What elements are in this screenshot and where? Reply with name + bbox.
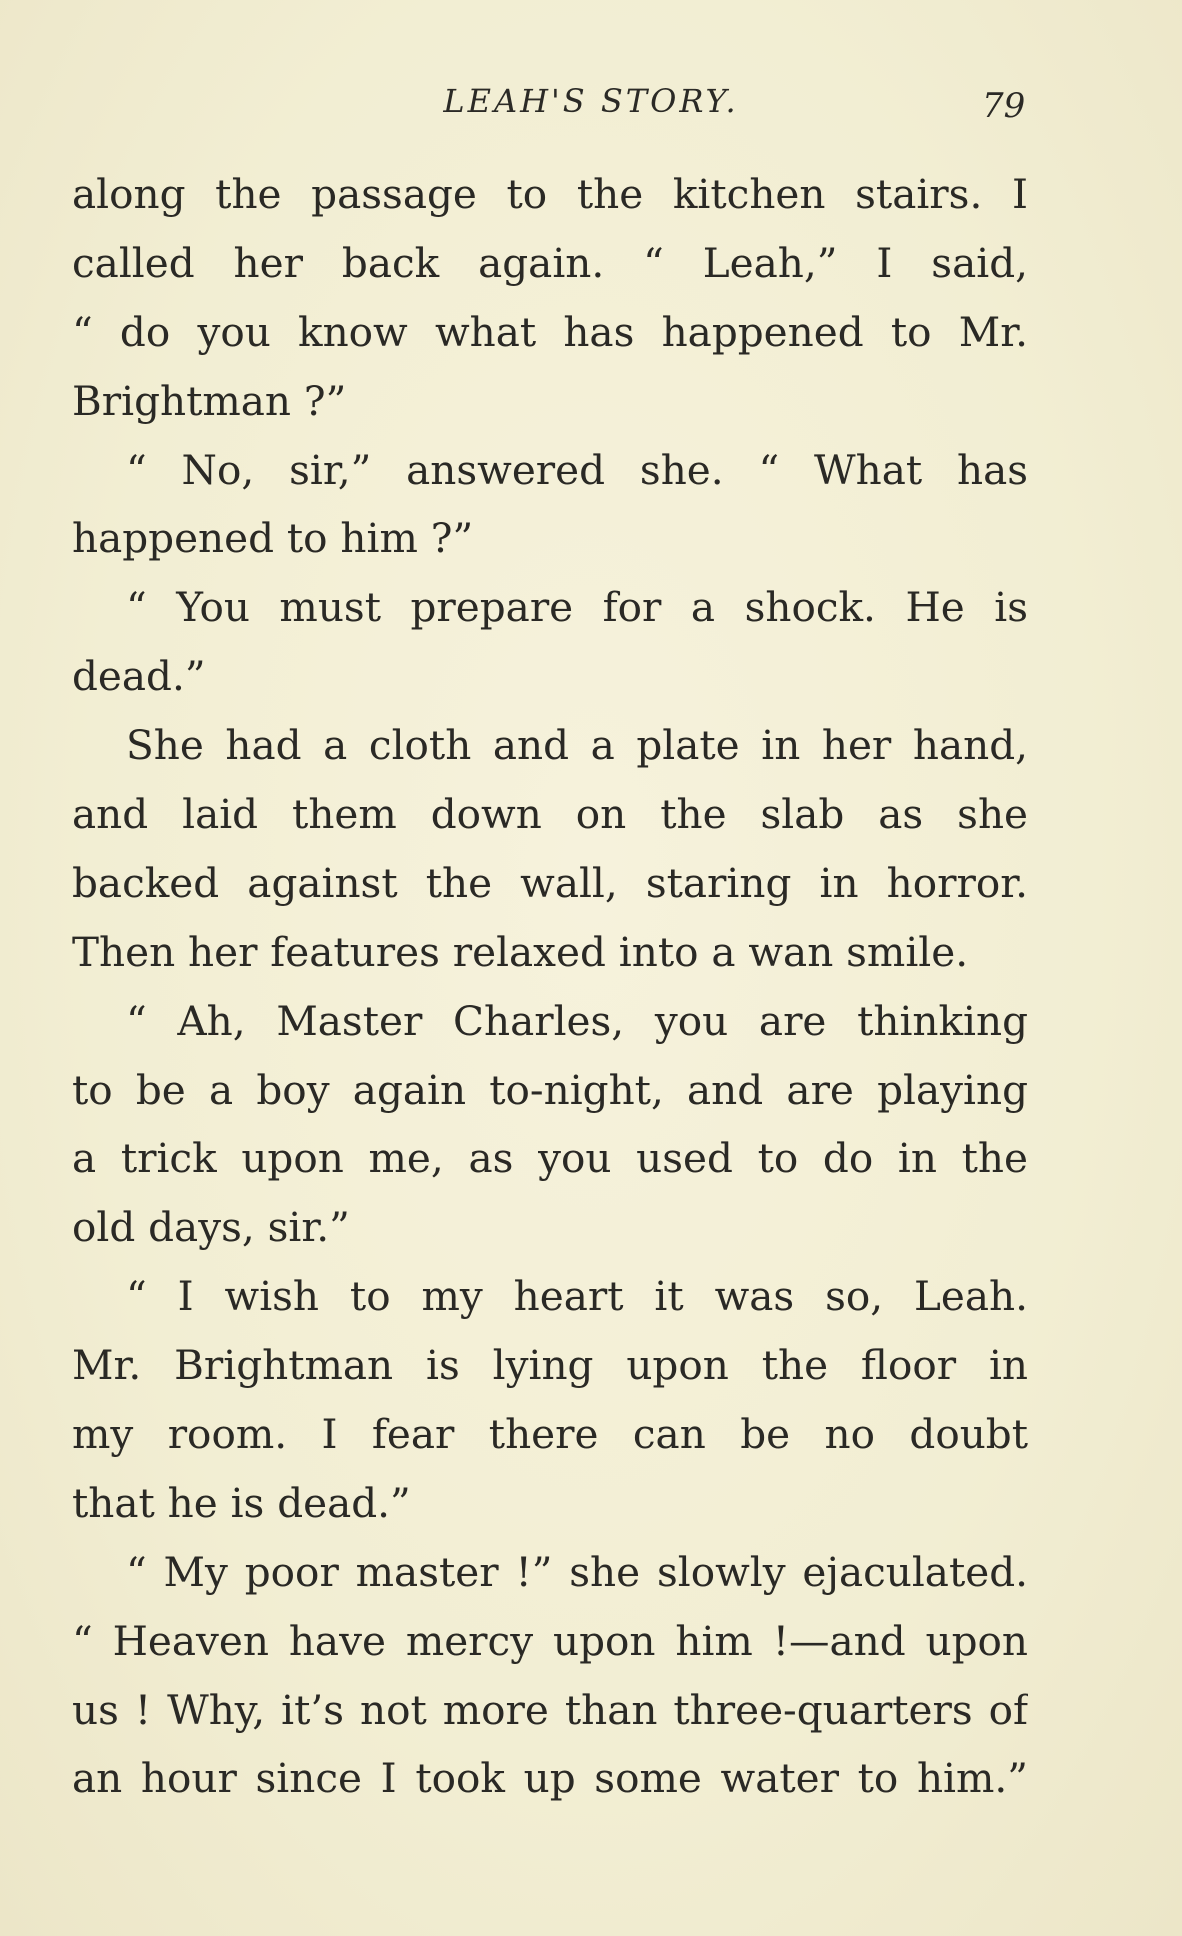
text-line: an hour since I took up some water to him.” <box>72 1754 1028 1803</box>
page-number: 79 <box>982 86 1026 126</box>
text-line: “ Ah, Master Charles, you are thinking <box>126 996 1028 1045</box>
running-head-title: LEAH'S STORY. <box>443 82 739 120</box>
text-line: backed against the wall, staring in horror. <box>72 858 1028 907</box>
text-line: Mr. Brightman is lying upon the floor in <box>72 1341 1028 1390</box>
text-line: “ do you know what has happened to Mr. <box>72 307 1028 356</box>
text-line: a trick upon me, as you used to do in the <box>72 1134 1028 1183</box>
text-line: my room. I fear there can be no doubt <box>72 1410 1028 1459</box>
text-line: She had a cloth and a plate in her hand, <box>126 721 1028 770</box>
text-line: along the passage to the kitchen stairs. I <box>72 170 1028 218</box>
body-text <box>72 160 1028 1813</box>
text-line: dead.” <box>72 652 206 701</box>
text-line: to be a boy again to-night, and are playing <box>72 1065 1028 1114</box>
text-line: old days, sir.” <box>72 1203 350 1252</box>
text-line: and laid them down on the slab as she <box>72 790 1028 839</box>
text-line: Brightman ?” <box>72 376 347 425</box>
text-line: “ No, sir,” answered she. “ What has <box>126 445 1028 494</box>
text-line: that he is dead.” <box>72 1478 411 1527</box>
text-line: happened to him ?” <box>72 514 474 563</box>
text-line: called her back again. “ Leah,” I said, <box>72 238 1028 287</box>
text-line: “ Heaven have mercy upon him !—and upon <box>72 1616 1028 1665</box>
text-line: us ! Why, it’s not more than three-quarters of <box>72 1685 1028 1734</box>
text-line: “ You must prepare for a shock. He is <box>126 583 1028 632</box>
text-line: Then her features relaxed into a wan smile. <box>72 927 969 976</box>
text-line: “ My poor master !” she slowly ejaculated. <box>126 1547 1028 1596</box>
text-line: “ I wish to my heart it was so, Leah. <box>126 1272 1028 1321</box>
